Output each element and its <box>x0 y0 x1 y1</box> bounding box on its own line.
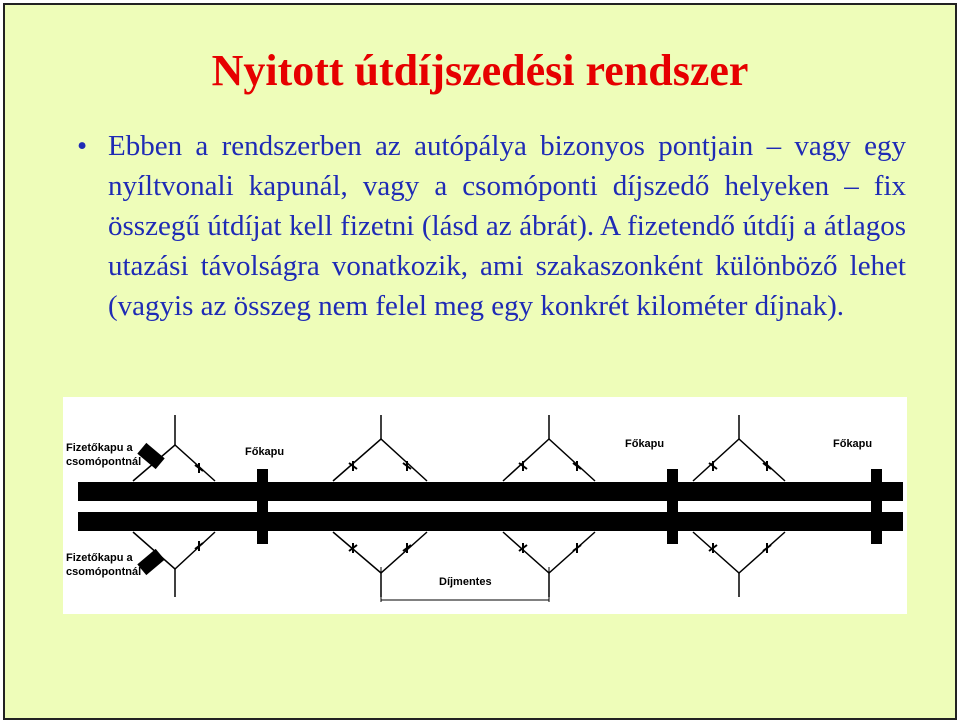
interchange-plaza-bottom <box>137 549 164 575</box>
main-gate-3 <box>871 469 882 544</box>
slide-title: Nyitott útdíjszedési rendszer <box>211 46 749 95</box>
main-gate-1 <box>257 469 268 544</box>
ramp-tick-marks <box>195 461 771 553</box>
interchange-gate-label-bottom-2: csomópontnál <box>66 566 142 578</box>
interchange-gate-label-top-1: Fizetőkapu a <box>66 442 133 454</box>
interchange-gate-label-top-2: csomópontnál <box>66 456 142 468</box>
main-gate-label-1: Főkapu <box>245 446 285 458</box>
toll-system-diagram <box>63 397 907 614</box>
interchange-gate-label-bottom-1: Fizetőkapu a <box>66 552 133 564</box>
motorway-lane-bottom <box>78 512 903 531</box>
free-section-label: Díjmentes <box>439 576 492 588</box>
interchange-ramps-top <box>133 415 785 481</box>
diagram-svg <box>63 397 907 614</box>
bullet-text: Ebben a rendszerben az autópálya bizonyos pontjain – vagy egy nyíltvonali kapunál, vagy a csomóponti díjszedő helyeken – fix összegű útdíjat kell fizetni (lásd az ábrát). A fizetendő útdíj a átlagos utazási távolságra vonatkozik, ami szakaszonként különböző lehet (vagyis az összeg nem felel meg egy konkrét kilométer díjnak). <box>108 130 906 322</box>
main-gate-2 <box>667 469 678 544</box>
main-gate-label-3: Főkapu <box>833 438 873 450</box>
main-gate-label-2: Főkapu <box>625 438 665 450</box>
motorway-lane-top <box>78 482 903 501</box>
bullet-dot-icon: • <box>77 130 88 162</box>
